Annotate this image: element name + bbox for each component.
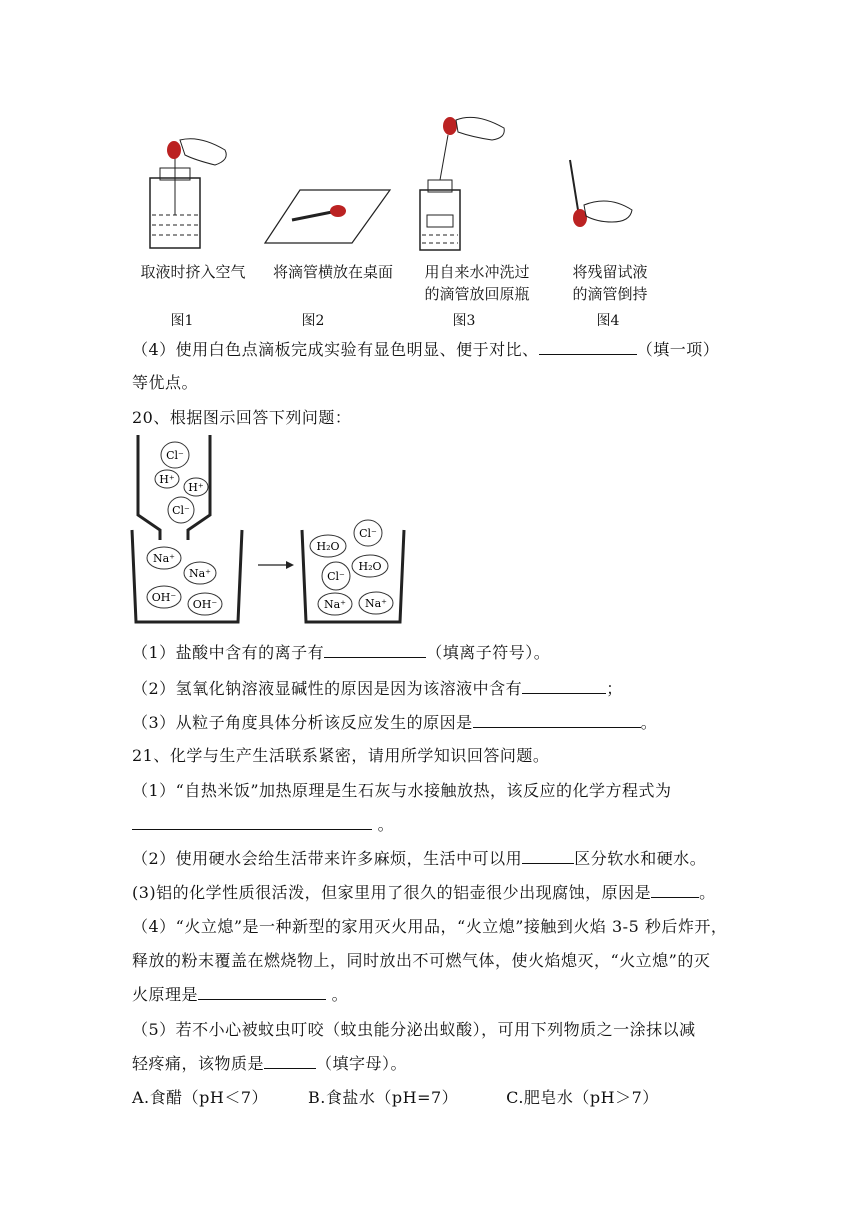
- q20-part2: [132, 676, 623, 699]
- ion-label: Na⁺: [324, 598, 346, 611]
- q20-part2-text: （2）氢氧化钠溶液显碱性的原因是因为该溶液中含有: [132, 679, 523, 698]
- figure-3-label: 图3: [452, 313, 476, 329]
- figure-2-label: 图2: [301, 313, 325, 329]
- figure-4-illustration: [570, 160, 632, 227]
- option-a[interactable]: A.食醋（pH＜7）: [132, 1088, 269, 1107]
- ion-label: H⁺: [188, 481, 204, 494]
- q21-part1-end: 。: [377, 815, 395, 834]
- q20-part1: [132, 640, 550, 663]
- ion-label: Na⁺: [365, 597, 387, 610]
- answer-blank[interactable]: [539, 340, 637, 355]
- option-c[interactable]: C.肥皂水（pH＞7）: [506, 1088, 659, 1107]
- ion-label: H⁺: [159, 473, 175, 486]
- ion-label: Na⁺: [189, 567, 211, 580]
- q21-part3-end: 。: [699, 883, 716, 902]
- answer-blank[interactable]: [264, 1054, 316, 1069]
- q21-part2-end: 区分软水和硬水。: [574, 849, 707, 868]
- neutralization-diagram: [130, 435, 430, 635]
- q21-part3: [132, 880, 716, 903]
- q21-options: [132, 1085, 659, 1108]
- ion-label: Cl⁻: [327, 570, 345, 583]
- q21-part2: [132, 846, 706, 869]
- ion-label: OH⁻: [192, 598, 218, 611]
- answer-blank[interactable]: [522, 679, 606, 694]
- answer-blank[interactable]: [132, 815, 372, 830]
- figure-1-label: 图1: [170, 313, 194, 329]
- q21-part5-line1: （5）若不小心被蚊虫叮咬（蚊虫能分泌出蚁酸），可用下列物质之一涂抹以减: [132, 1020, 696, 1039]
- ion-label: Cl⁻: [359, 527, 377, 540]
- q19-part4-text: （4）使用白色点滴板完成实验有显色明显、便于对比、: [132, 340, 539, 359]
- answer-blank[interactable]: [324, 643, 426, 658]
- q20-part1-hint: （填离子符号）。: [426, 643, 551, 662]
- ion-label: Na⁺: [153, 552, 175, 565]
- q20-title: 20、根据图示回答下列问题：: [132, 408, 352, 427]
- answer-blank[interactable]: [473, 713, 641, 728]
- figure-1-caption: 取液时挤入空气: [140, 263, 246, 281]
- ion-label: Cl⁻: [166, 449, 184, 462]
- ion-label: OH⁻: [151, 591, 177, 604]
- q21-part1: （1）“自热米饭”加热原理是生石灰与水接触放热，该反应的化学方程式为: [132, 781, 672, 800]
- answer-blank[interactable]: [198, 985, 326, 1000]
- figure-4-caption: 将残留试液 的滴管倒持: [572, 263, 648, 303]
- q21-part5-hint: （填字母）。: [316, 1054, 408, 1073]
- answer-blank[interactable]: [651, 883, 699, 898]
- figure-3-caption: 用自来水冲洗过 的滴管放回原瓶: [424, 263, 530, 303]
- answer-blank[interactable]: [522, 849, 574, 864]
- q21-part5-text: 轻疼痛，该物质是: [132, 1054, 265, 1073]
- figure-4-label: 图4: [596, 313, 620, 329]
- q21-part2-text: （2）使用硬水会给生活带来许多麻烦，生活中可以用: [132, 849, 523, 868]
- q20-part1-text: （1）盐酸中含有的离子有: [132, 643, 325, 662]
- figure-3-illustration: [420, 117, 504, 250]
- q20-part3-text: （3）从粒子角度具体分析该反应发生的原因是: [132, 713, 473, 732]
- q21-title: 21、化学与生产生活联系紧密，请用所学知识回答问题。: [132, 746, 550, 765]
- q21-part1-blank-line: [132, 812, 394, 835]
- q21-part4-line1: （4）“火立熄”是一种新型的家用灭火用品，“火立熄”接触到火焰 3-5 秒后炸开，: [132, 917, 728, 936]
- ion-label: H₂O: [316, 540, 340, 553]
- q21-part4-end: 。: [331, 985, 349, 1004]
- figure-1-illustration: [150, 139, 226, 248]
- q20-part2-end: ；: [606, 679, 623, 698]
- q21-part5-line2: [132, 1051, 407, 1074]
- dropper-figures: [0, 100, 860, 360]
- figure-2-caption: 将滴管横放在桌面: [272, 263, 393, 281]
- q19-part4-hint: （填一项）: [636, 340, 720, 359]
- q21-part3-text: (3)铝的化学性质很活泼，但家里用了很久的铝壶很少出现腐蚀，原因是: [132, 883, 652, 902]
- ion-label: H₂O: [358, 560, 382, 573]
- q19-part4-cont: 等优点。: [132, 373, 199, 392]
- ion-label: Cl⁻: [172, 504, 190, 517]
- q19-part4: [132, 337, 719, 360]
- figure-2-illustration: [265, 190, 390, 243]
- q21-part4-text: 火原理是: [132, 985, 199, 1004]
- q20-part3: [132, 710, 657, 733]
- q20-part3-end: 。: [640, 713, 658, 732]
- option-b[interactable]: B.食盐水（pH=7）: [308, 1088, 459, 1107]
- q21-part4-line2: 释放的粉末覆盖在燃烧物上，同时放出不可燃气体，使火焰熄灭，“火立熄”的灭: [132, 951, 711, 970]
- q21-part4-line3: [132, 982, 348, 1005]
